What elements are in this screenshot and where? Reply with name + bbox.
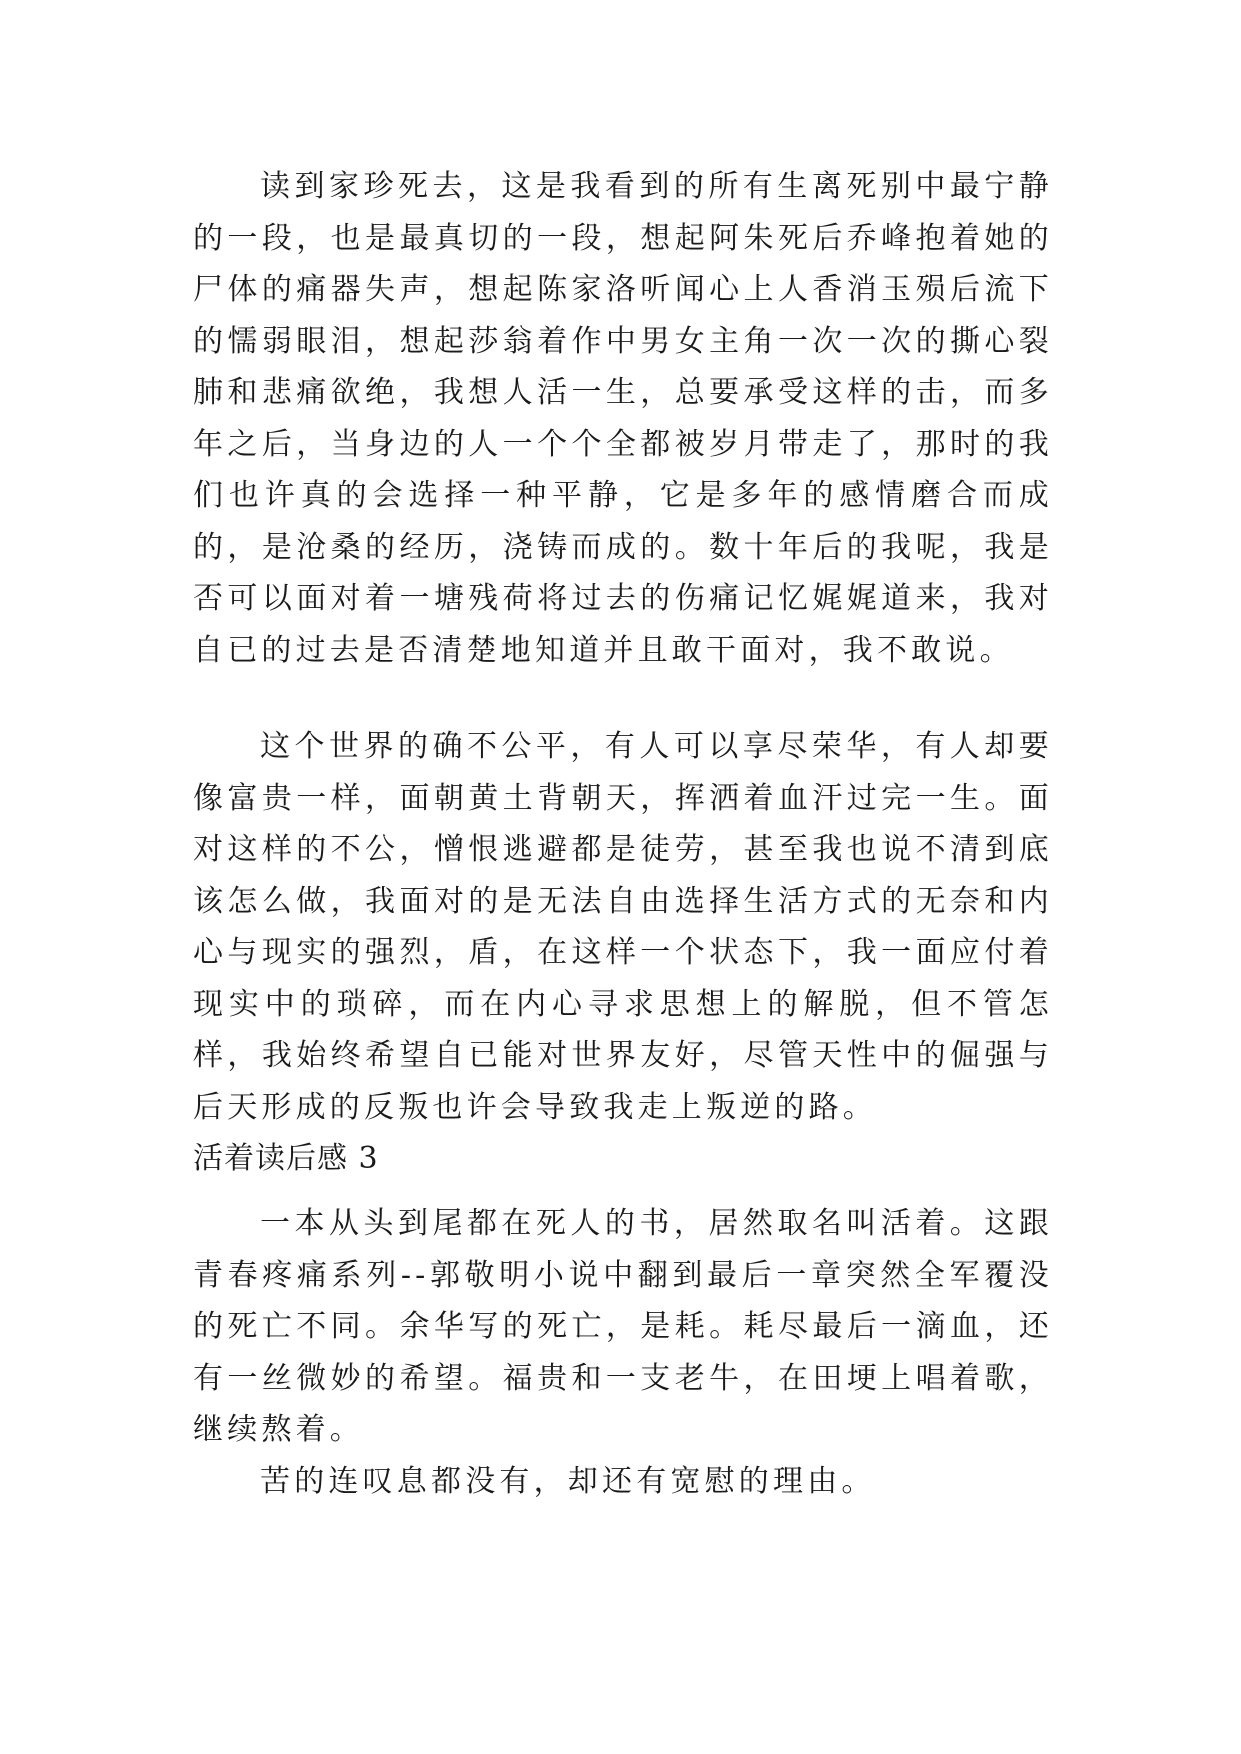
paragraph: 这个世界的确不公平，有人可以享尽荣华，有人却要像富贵一样，面朝黄土背朝天，挥洒着血汗过完一生。面对这样的不公，憎恨逃避都是徒劳，甚至我也说不清到底该怎么做，我面对的是无法自由选择生活方式的无奈和内心与现实的强烈，盾，在这样一个状态下，我一面应付着现实中的琐碎，而在内心寻求思想上的解脱，但不管怎样，我始终希望自已能对世界友好，尽管天性中的倔强与后天形成的反叛也许会导致我走上叛逆的路。: [193, 729, 1053, 1125]
paragraph: 一本从头到尾都在死人的书，居然取名叫活着。这跟青春疼痛系列--郭敬明小说中翻到最后一章突然全军覆没的死亡不同。余华写的死亡，是耗。耗尽最后一滴血，还有一丝微妙的希望。福贵和一支老牛，在田埂上唱着歌，继续熬着。: [193, 1206, 1053, 1447]
paragraph: 读到家珍死去，这是我看到的所有生离死别中最宁静的一段，也是最真切的一段，想起阿朱死后乔峰抱着她的尸体的痛器失声，想起陈家洛听闻心上人香消玉殒后流下的懦弱眼泪，想起莎翁着作中男女主角一次一次的撕心裂肺和悲痛欲绝，我想人活一生，总要承受这样的击，而多年之后，当身边的人一个个全都被岁月带走了，那时的我们也许真的会选择一种平静，它是多年的感情磨合而成的，是沧桑的经历，浇铸而成的。数十年后的我呢，我是否可以面对着一塘残荷将过去的伤痛记忆娓娓道来，我对自已的过去是否清楚地知道并且敢干面对，我不敢说。: [193, 169, 1053, 668]
paragraph-group-2: [193, 721, 1053, 1185]
paragraph: 苦的连叹息都没有，却还有宽慰的理由。: [260, 1463, 876, 1499]
paragraph-group-1: [193, 161, 1053, 676]
paragraph-group-3: [193, 1198, 1053, 1507]
section-title: 活着读后感 3: [193, 1141, 379, 1176]
